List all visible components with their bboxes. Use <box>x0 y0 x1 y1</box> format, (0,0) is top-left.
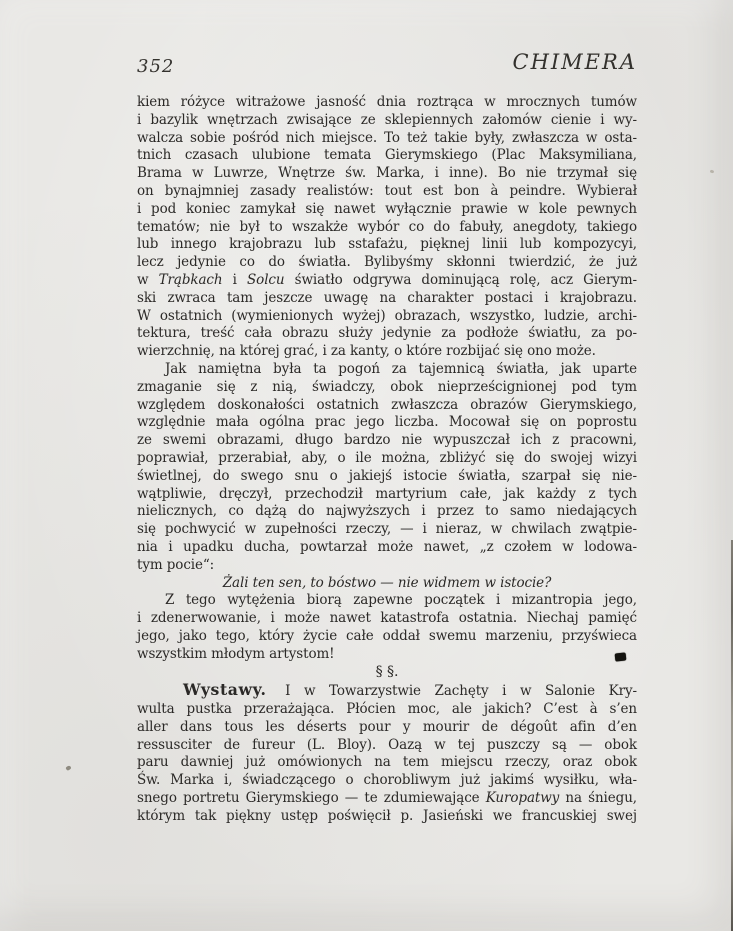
text-line: względem doskonałości ostatnich zwłaszcza obrazów Gierymskiego, <box>137 396 637 413</box>
text-line: ressusciter de fureur (L. Bloy). Oazą w tej puszczy są — obok <box>137 736 637 753</box>
paper-speck <box>65 765 71 771</box>
section-mark: § §. <box>375 663 399 680</box>
text-line <box>137 681 637 701</box>
running-header <box>137 50 637 80</box>
text-line: Jak namiętna była ta pogoń za tajemnicą światła, jak uparte <box>165 360 637 377</box>
text-line: i bazylik wnętrzach zwisające ze sklepiennych załomów cienie i wy- <box>137 111 637 128</box>
text-line: Z tego wytężenia biorą zapewne początek i mizantropia jego, <box>165 592 637 609</box>
text-line: wątpliwie, dręczył, przechodził martyrium całe, jak każdy z tych <box>137 485 637 502</box>
text-line: tnich czasach ulubione temata Gierymskiego (Plac Maksymiliana, <box>137 147 637 164</box>
text-line: kiem różyce witrażowe jasność dnia roztrąca w mrocznych tumów <box>137 94 637 110</box>
text-run: snego portretu Gierymskiego — te zdumiewające <box>137 790 486 807</box>
text-line: tematów; nie był to wszakże wybór co do fabuły, anegdoty, takiego <box>137 218 637 235</box>
text-line: względnie mała ogólna prac jego liczba. Mocował się on poprostu <box>137 414 637 431</box>
text-line: świetlnej, do swego snu o jakiejś istocie światła, szarpał się nie- <box>137 467 637 484</box>
text-line: on bynajmniej zasady realistów: tout est bon à peindre. Wybierał <box>137 182 637 199</box>
italic-run: Solcu <box>247 271 285 288</box>
text-run: na śniegu, <box>559 790 637 807</box>
text-run: w <box>137 271 159 288</box>
text-line: jego, jako tego, który życie całe oddał swemu marzeniu, przyświeca <box>137 627 637 644</box>
text-line: lub innego krajobrazu lub sstafażu, pięknej linii lub kompozycyi, <box>137 236 637 253</box>
paper-speck <box>710 169 715 173</box>
text-line: nielicznych, co dążą do najwyższych i przez to samo niedających <box>137 503 637 520</box>
italic-run: Kuropatwy <box>485 790 560 807</box>
text-line: lecz jedynie co do światła. Bylibyśmy skłonni twierdzić, że już <box>137 254 637 271</box>
text-line: poprawiał, przerabiał, aby, o ile można, zbliżyć się do swojej wizyi <box>137 449 637 466</box>
text-line: Św. Marka i, świadczącego o chorobliwym już jakimś wysiłku, wła- <box>137 772 637 789</box>
text-line <box>137 790 637 808</box>
journal-title: CHIMERA <box>512 50 637 74</box>
text-run: i <box>222 271 248 288</box>
text-line: W ostatnich (wymienionych wyżej) obrazach, wszystko, ludzie, archi- <box>137 307 637 324</box>
text-line: tym pocie“: <box>137 556 215 573</box>
italic-run: Trąbkach <box>158 271 223 288</box>
text-run: światło odgrywa dominującą rolę, acz Gierym- <box>284 271 637 288</box>
page-number: 352 <box>137 56 175 77</box>
text-line: Brama w Luwrze, Wnętrze św. Marka, i inne). Bo nie trzymał się <box>137 165 637 182</box>
text-block <box>137 94 637 826</box>
text-line: się pochwycić w zupełności rzeczy, — i nieraz, w chwilach zwątpie- <box>137 521 637 538</box>
text-line: wszystkim młodym artystom! <box>137 645 335 662</box>
text-line: i pod koniec zamykał się nawet wyłącznie prawie w kole pewnych <box>137 200 637 217</box>
text-line: tektura, treść cała obrazu służy jedynie za podłoże światłu, za po- <box>137 325 637 342</box>
text-line: nia i upadku ducha, powtarzał może nawet, „z czołem w lodowa- <box>137 538 637 555</box>
text-line: aller dans tous les déserts pour y mourir de dégoût afin d’en <box>137 718 637 735</box>
bold-run: Wystawy. <box>183 680 267 700</box>
text-line: wulta pustka przerażająca. Płócien moc, ale jakich? C’est à s’en <box>137 701 637 718</box>
text-line: wierzchnię, na której grać, i za kanty, o które rozbijać się ono może. <box>137 343 596 360</box>
text-line: walcza sobie pośród nich miejsce. To też takie były, zwłaszcza w osta- <box>137 129 637 146</box>
text-line: paru dawniej już omówionych na tem miejscu rzeczy, oraz obok <box>137 754 637 771</box>
ink-spot-mark <box>615 652 627 661</box>
verse-line: Żali ten sen, to bóstwo — nie widmem w istocie? <box>222 574 552 591</box>
text-line: ze swemi obrazami, długo bardzo nie wypuszczał ich z pracowni, <box>137 432 637 449</box>
text-line: zmaganie się z nią, świadczy, obok nieprześcignionej pod tym <box>137 378 637 395</box>
text-line: ski zwraca tam jeszcze uwagę na charakter postaci i krajobrazu. <box>137 289 637 306</box>
text-run: I w Towarzystwie Zachęty i w Salonie Kry- <box>271 683 637 700</box>
text-line <box>137 272 637 290</box>
text-line: którym tak piękny ustęp poświęcił p. Jasieński we francuskiej swej <box>137 807 637 824</box>
text-line: i zdenerwowanie, i może nawet katastrofa ostatnia. Niechaj pamięć <box>137 610 637 627</box>
